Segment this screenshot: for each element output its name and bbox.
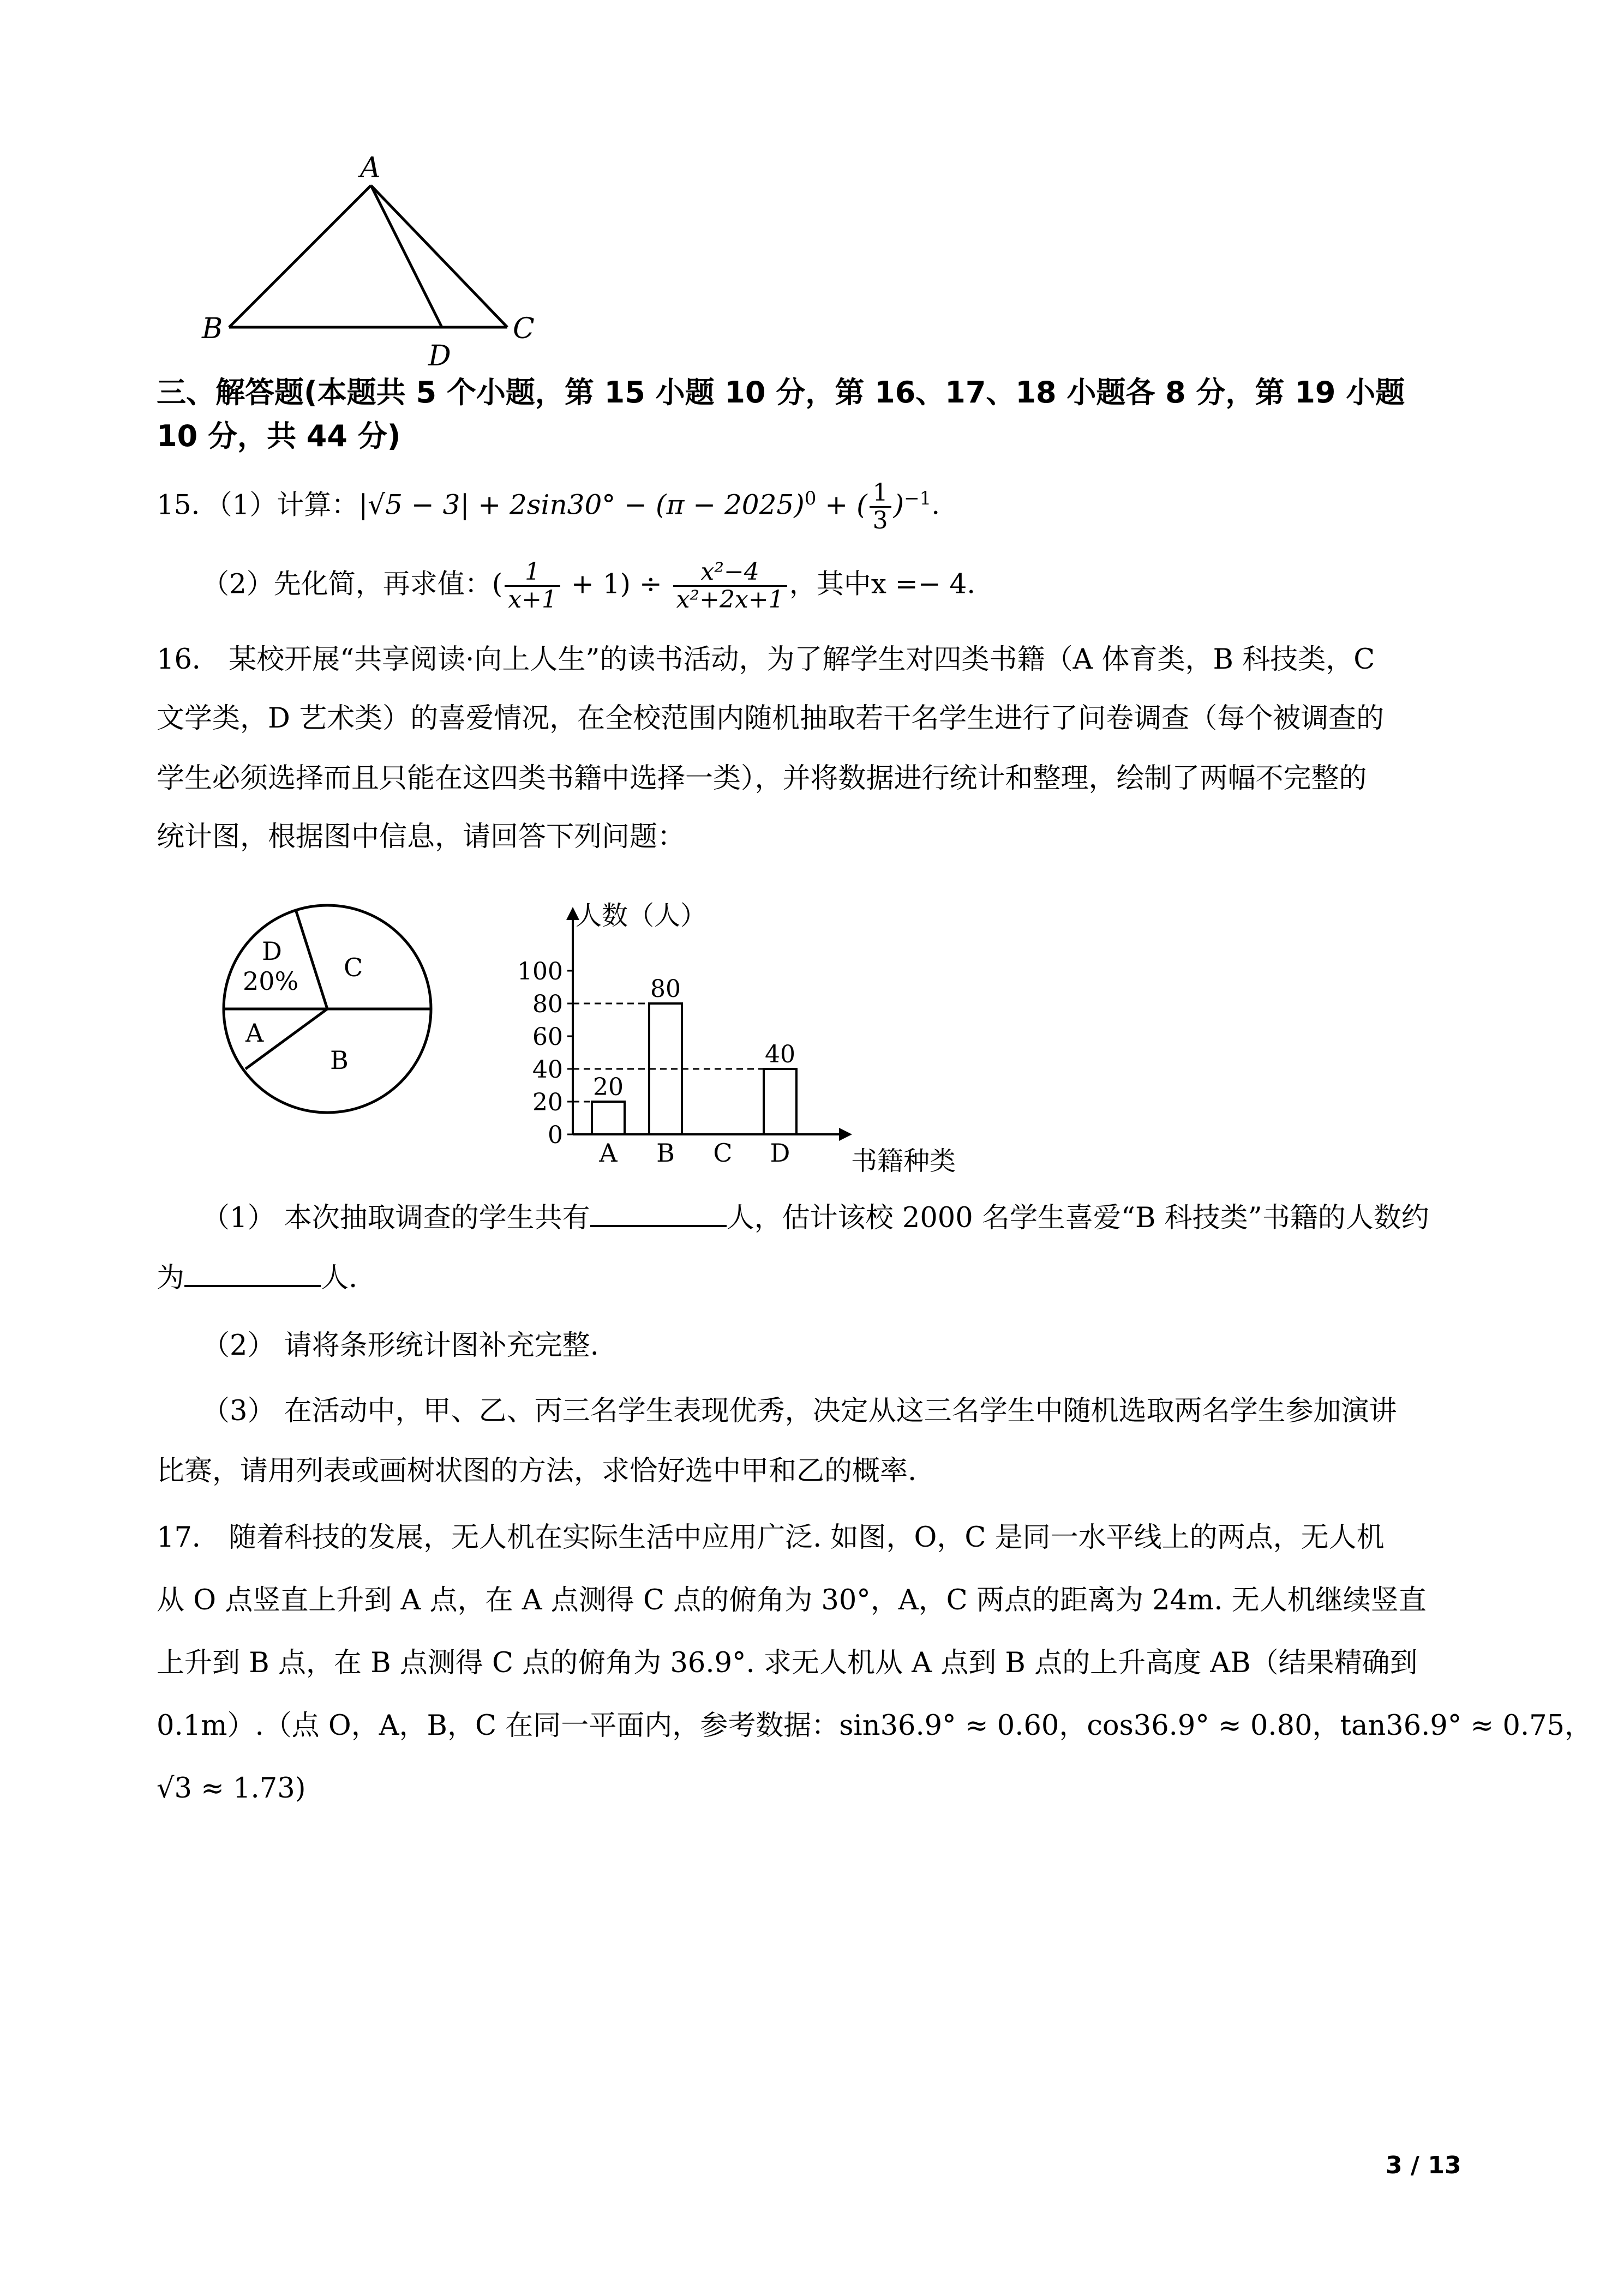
q15-part2-fraction2 bbox=[673, 559, 787, 613]
bar-chart-category-label: B bbox=[656, 1138, 675, 1168]
q15-part2-frac2-den: x²+2x+1 bbox=[676, 586, 784, 614]
q16-sub1-line1-a: （1） 本次抽取调查的学生共有 bbox=[202, 1202, 590, 1234]
q16-sub1-line2-b: 人. bbox=[321, 1262, 358, 1294]
q16-sub1-line1-b: 人，估计该校 2000 名学生喜爱“B 科技类”书籍的人数约 bbox=[726, 1202, 1429, 1234]
q15-part1-exp0: 0 bbox=[804, 487, 817, 509]
bar-chart-ytick-label: 60 bbox=[532, 1023, 563, 1051]
section-heading-line1: 三、解答题(本题共 5 个小题，第 15 小题 10 分，第 16、17、18 小题各 8 分，第 19 小题 bbox=[157, 375, 1405, 410]
bar-chart-category-label: C bbox=[713, 1138, 733, 1168]
pie-label-b: B bbox=[330, 1045, 349, 1075]
bar-chart-ytick-label: 0 bbox=[548, 1121, 563, 1149]
q16-sub2: （2） 请将条形统计图补充完整. bbox=[202, 1330, 599, 1362]
bar-chart-ytick-label: 20 bbox=[532, 1089, 563, 1116]
vertex-label-c: C bbox=[513, 312, 535, 345]
q15-part2-frac2-num: x²−4 bbox=[673, 559, 787, 587]
answer-blank-b-estimate[interactable] bbox=[184, 1260, 321, 1287]
triangle-figure bbox=[196, 153, 567, 393]
q15-part1-expr-a: |√5 − 3| + 2sin30° − (π − 2025) bbox=[358, 489, 805, 521]
bar-chart-category-label: D bbox=[770, 1138, 790, 1168]
answer-blank-total[interactable] bbox=[590, 1200, 727, 1227]
side-ab bbox=[229, 185, 371, 327]
vertex-label-d: D bbox=[428, 340, 451, 372]
q15-part1-expr-c: ) bbox=[893, 489, 904, 521]
bar-chart-data-label: 40 bbox=[765, 1041, 795, 1068]
bar-chart-ylabel: 人数（人） bbox=[576, 900, 707, 931]
pie-chart bbox=[213, 894, 442, 1123]
bar-chart-xlabel: 书籍种类 bbox=[851, 1146, 956, 1176]
segment-ad bbox=[371, 185, 442, 327]
q16-line2: 文学类，D 艺术类）的喜爱情况，在全校范围内随机抽取若干名学生进行了问卷调查（每个被调查的 bbox=[157, 702, 1385, 735]
pie-divider-dc bbox=[296, 910, 327, 1009]
q15-part1 bbox=[157, 480, 940, 534]
pie-label-a: A bbox=[245, 1018, 264, 1048]
q15-part1-frac-num: 1 bbox=[870, 480, 891, 508]
bar-chart-data-label: 80 bbox=[650, 975, 681, 1003]
q16-sub3-line1: （3） 在活动中，甲、乙、丙三名学生表现优秀，决定从这三名学生中随机选取两名学生参加演讲 bbox=[202, 1395, 1397, 1427]
q15-part1-prefix: 15．（1）计算： bbox=[157, 489, 359, 521]
pie-label-c: C bbox=[344, 953, 363, 982]
q15-part2-suffix: ，其中x =− 4. bbox=[789, 568, 976, 600]
q16-sub1-line2-a: 为 bbox=[157, 1262, 185, 1294]
q17-line4: 0.1m）.（点 O，A，B，C 在同一平面内，参考数据：sin36.9° ≈ 0.60，cos36.9° ≈ 0.80，tan36.9° ≈ 0.75， bbox=[157, 1710, 1593, 1742]
bar-chart-bar bbox=[764, 1069, 796, 1134]
q15-part1-end: . bbox=[931, 489, 940, 521]
bar-chart-ytick-label: 100 bbox=[517, 958, 563, 985]
q15-part2 bbox=[202, 559, 975, 613]
q17-line2: 从 O 点竖直上升到 A 点，在 A 点测得 C 点的俯角为 30°，A，C 两点的距离为 24m. 无人机继续竖直 bbox=[157, 1584, 1427, 1616]
q16-line1: 16． 某校开展“共享阅读·向上人生”的读书活动，为了解学生对四类书籍（A 体育类，B 科技类，C bbox=[157, 644, 1375, 676]
vertex-label-b: B bbox=[202, 312, 223, 345]
q15-part2-frac1-num: 1 bbox=[505, 559, 560, 587]
q17-line1: 17． 随着科技的发展，无人机在实际生活中应用广泛. 如图，O，C 是同一水平线上的两点，无人机 bbox=[157, 1522, 1385, 1554]
bar-chart-data-label: 20 bbox=[593, 1073, 624, 1101]
q16-line3: 学生必须选择而且只能在这四类书籍中选择一类），并将数据进行统计和整理，绘制了两幅不完整的 bbox=[157, 762, 1367, 795]
section-heading-line2: 10 分，共 44 分) bbox=[157, 419, 401, 453]
side-ac bbox=[371, 185, 507, 327]
q15-part2-mid: + 1) ÷ bbox=[562, 568, 671, 600]
q15-part2-frac1-den: x+1 bbox=[508, 586, 558, 614]
bar-chart-ytick-label: 40 bbox=[532, 1056, 563, 1084]
q17-line3: 上升到 B 点，在 B 点测得 C 点的俯角为 36.9°. 求无人机从 A 点到 B 点的上升高度 AB（结果精确到 bbox=[157, 1647, 1418, 1679]
q16-line4: 统计图，根据图中信息，请回答下列问题： bbox=[157, 821, 686, 853]
q15-part1-fraction bbox=[870, 480, 891, 534]
bar-chart-category-label: A bbox=[599, 1138, 618, 1168]
q15-part2-fraction1 bbox=[505, 559, 560, 613]
bar-chart bbox=[507, 878, 998, 1183]
q15-part1-exp-neg1: −1 bbox=[904, 487, 932, 509]
q16-sub3-line2: 比赛，请用列表或画树状图的方法，求恰好选中甲和乙的概率. bbox=[157, 1455, 917, 1487]
q15-part2-prefix: （2）先化简，再求值：( bbox=[202, 568, 503, 600]
q15-part1-frac-den: 3 bbox=[872, 507, 888, 534]
pie-label-d: D bbox=[262, 936, 282, 966]
q15-part1-expr-b: + ( bbox=[816, 489, 867, 521]
bar-chart-bar bbox=[592, 1102, 625, 1134]
q17-line5: √3 ≈ 1.73) bbox=[157, 1772, 306, 1805]
page-number: 3 / 13 bbox=[1386, 2151, 1461, 2179]
q16-sub1-line1 bbox=[202, 1200, 1429, 1235]
q16-sub1-line2 bbox=[157, 1260, 357, 1295]
vertex-label-a: A bbox=[360, 153, 381, 184]
pie-value-d: 20% bbox=[243, 966, 299, 996]
bar-chart-ytick-label: 80 bbox=[532, 990, 563, 1018]
